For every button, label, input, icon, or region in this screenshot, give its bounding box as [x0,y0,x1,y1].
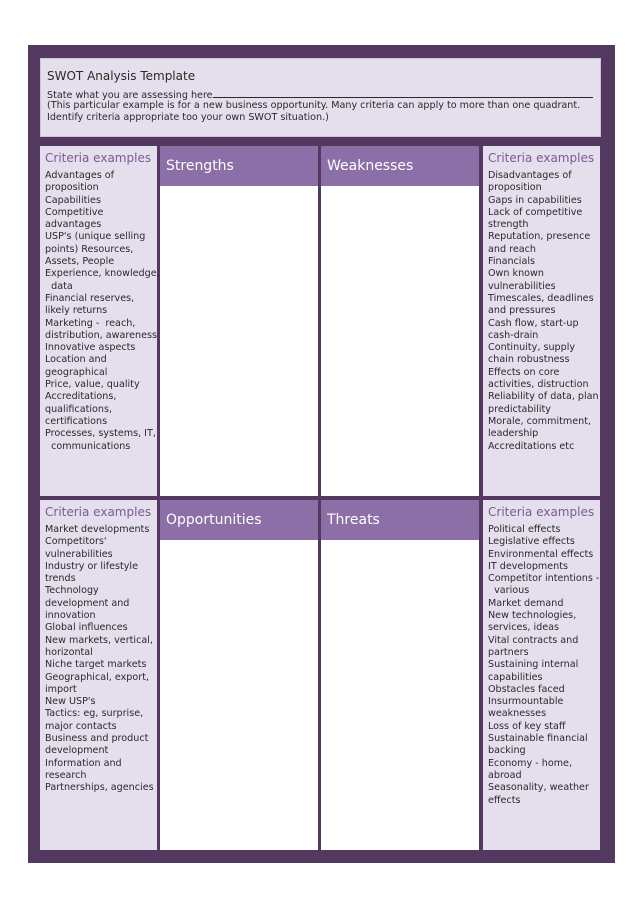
criteria-item: Niche target markets [45,659,147,671]
criteria-item: vulnerabilities [488,280,556,292]
criteria-item: Location and [45,354,107,366]
note-line-2: Identify criteria appropriate too your own SWOT situation.) [47,112,329,123]
criteria-item: proposition [45,182,99,194]
assessment-blank[interactable] [213,88,593,98]
page-title: SWOT Analysis Template [47,69,196,83]
criteria-item: predictability [488,403,551,415]
criteria-item: Seasonality, weather [488,782,589,794]
criteria-item: Obstacles faced [488,683,565,695]
criteria-item: Loss of key staff [488,720,566,732]
criteria-item: Accreditations etc [488,440,575,452]
criteria-item: Business and product [45,733,149,745]
criteria-list [488,170,599,453]
criteria-item: horizontal [45,646,93,658]
criteria-item: certifications [45,415,108,427]
criteria-item: Reliability of data, plan [488,391,599,403]
criteria-item: Legislative effects [488,536,575,548]
criteria-item: Environmental effects [488,548,594,560]
header-panel [40,58,601,137]
threats-header [321,500,479,540]
criteria-item: Reputation, presence [488,231,591,243]
criteria-panel-threats [483,500,600,850]
strengths-header [160,146,318,186]
criteria-item: Global influences [45,622,128,634]
criteria-item: Timescales, deadlines [488,292,594,304]
criteria-item: import [45,683,77,695]
opportunities-header [160,500,318,540]
criteria-item: development and [45,597,130,609]
criteria-title: Criteria examples [488,505,595,519]
threats-label: Threats [327,512,380,528]
criteria-item: Vital contracts and [488,634,579,646]
criteria-item: Insurmountable [488,696,564,708]
criteria-item: Information and [45,757,122,769]
criteria-item: cash-drain [488,329,539,341]
criteria-item: qualifications, [45,403,113,415]
criteria-item: Geographical, export, [45,671,149,683]
criteria-item: leadership [488,428,539,440]
opportunities-label: Opportunities [166,512,262,528]
criteria-item: IT developments [488,560,569,572]
weaknesses-quadrant[interactable] [321,146,479,496]
criteria-item: proposition [488,182,542,194]
criteria-item: vulnerabilities [45,548,113,560]
criteria-item: USP's (unique selling [45,231,146,243]
criteria-item: Accreditations, [45,391,117,403]
criteria-item: Marketing - reach, [45,317,136,329]
criteria-item: geographical [45,366,108,378]
criteria-item: Economy - home, [488,757,572,769]
criteria-title: Criteria examples [45,505,152,519]
criteria-item: Competitors' [45,536,107,548]
criteria-item: Competitor intentions - [488,573,600,585]
criteria-item: distribution, awareness [45,329,157,341]
criteria-panel-strengths [40,146,160,496]
criteria-item: Technology [45,585,99,597]
criteria-item: research [45,769,87,781]
criteria-panel-opportunities [40,500,157,850]
criteria-item: points) Resources, [45,243,134,255]
criteria-item: Competitive [45,206,104,218]
threats-quadrant[interactable] [321,500,479,850]
criteria-item: Morale, commitment, [488,415,592,427]
criteria-item: Advantages of [45,170,115,181]
criteria-item: data [45,280,73,292]
criteria-item: New markets, vertical, [45,634,153,646]
criteria-item: and pressures [488,305,556,317]
note-line-1: (This particular example is for a new business opportunity. Many criteria can apply to more than one quadrant. [47,100,581,111]
criteria-item: various [488,585,530,597]
criteria-item: capabilities [488,671,543,683]
criteria-item: strength [488,219,529,231]
criteria-item: Experience, knowledge, [45,268,160,280]
criteria-item: major contacts [45,720,117,732]
criteria-item: Gaps in capabilities [488,194,582,206]
criteria-item: Effects on core [488,366,560,378]
criteria-list [45,170,160,453]
opportunities-quadrant[interactable] [160,500,318,850]
criteria-item: Cash flow, start-up [488,317,579,329]
criteria-item: partners [488,646,529,658]
criteria-list [45,524,154,795]
criteria-item: advantages [45,219,102,231]
criteria-item: Processes, systems, IT, [45,428,156,440]
criteria-title: Criteria examples [45,151,152,165]
strengths-label: Strengths [166,158,234,174]
weaknesses-label: Weaknesses [327,158,414,174]
criteria-item: New USP's [45,696,96,708]
strengths-quadrant[interactable] [160,146,318,496]
criteria-item: Disadvantages of [488,170,572,181]
criteria-panel-weaknesses [483,146,600,496]
criteria-title: Criteria examples [488,151,595,165]
assessment-prompt: State what you are assessing here [47,90,213,101]
criteria-item: backing [488,745,526,757]
criteria-item: Innovative aspects [45,342,136,354]
criteria-item: Market demand [488,597,564,609]
criteria-item: weaknesses [488,708,547,720]
criteria-item: Lack of competitive [488,206,583,218]
criteria-item: Partnerships, agencies [45,782,154,794]
criteria-item: Continuity, supply [488,342,576,354]
criteria-item: Sustaining internal [488,659,579,671]
criteria-item: likely returns [45,305,108,317]
criteria-item: Political effects [488,524,561,535]
criteria-item: Market developments [45,524,150,535]
criteria-item: trends [45,573,76,585]
criteria-item: Assets, People [45,256,115,268]
criteria-item: Tactics: eg, surprise, [45,708,144,720]
criteria-item: activities, distruction [488,379,589,391]
criteria-item: development [45,745,109,757]
criteria-item: Own known [488,268,544,280]
criteria-item: abroad [488,769,522,781]
criteria-item: Capabilities [45,194,101,206]
criteria-item: New technologies, [488,610,577,622]
criteria-item: Price, value, quality [45,379,140,391]
criteria-item: Sustainable financial [488,733,588,745]
criteria-item: Financials [488,256,536,268]
criteria-item: chain robustness [488,354,570,366]
criteria-item: Financial reserves, [45,292,135,304]
criteria-list [488,524,599,807]
criteria-item: Industry or lifestyle [45,560,138,572]
weaknesses-header [321,146,479,186]
criteria-item: and reach [488,243,536,255]
criteria-item: services, ideas [488,622,559,634]
criteria-item: communications [45,440,131,452]
criteria-item: innovation [45,610,96,622]
criteria-item: effects [488,794,521,806]
